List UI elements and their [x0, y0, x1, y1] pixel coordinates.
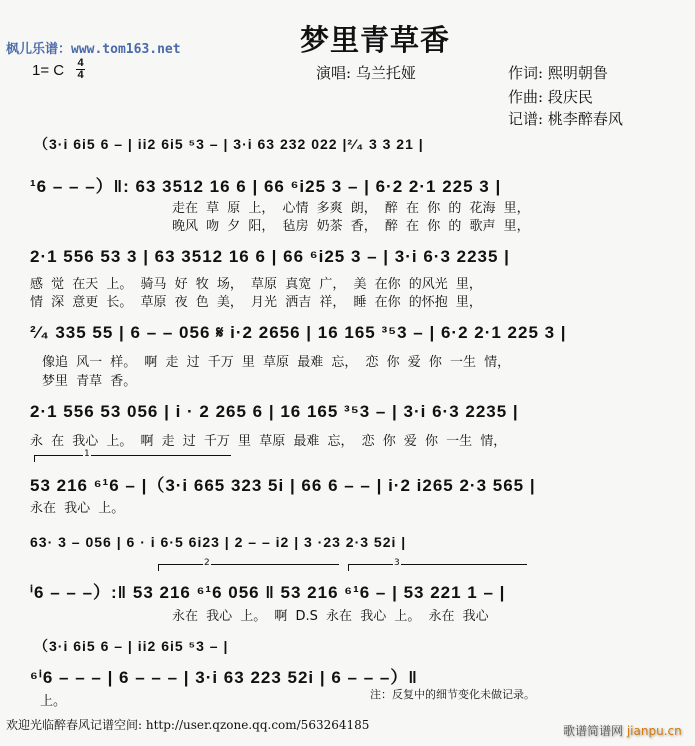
score-line-5: 2·1 556 53 056 | i · 2 265 6 | 16 165 ³⁵3 – | 3·i 6·3 2235 |: [30, 402, 519, 421]
time-signature: 4 4: [77, 57, 84, 81]
score-line-9: （3·i 6i5 6 – | ii2 6i5 ⁵3 – |: [34, 638, 229, 654]
watermark: [563, 722, 682, 739]
lyrics-line-3a: 感 觉 在天 上。 骑马 好 牧 场， 草原 真宽 广， 美 在你 的风光 里，: [30, 277, 482, 292]
score-line-1: （3·i 6i5 6 – | ii2 6i5 ⁵3 – | 3·i 63 232 022 |²⁄₄ 3 3 21 |: [34, 136, 424, 152]
lyrics-line-3b: 情 深 意更 长。 草原 夜 色 美， 月光 洒吉 祥， 睡 在你 的怀抱 里，: [30, 295, 482, 310]
score-line-10: ⁶ⁱ6 – – – | 6 – – – | 3·i 63 223 52i | 6 – – –）‖: [30, 668, 418, 687]
score-line-4: ²⁄₄ 335 55 | 6 – – 056 𝄋 i·2 2656 | 16 165 ³⁵3 – | 6·2 2·1 225 3 |: [30, 323, 567, 342]
volta-1-bracket: [34, 455, 231, 462]
watermark-cn: 歌谱简谱网: [563, 724, 624, 738]
composer-credit: 作曲: 段庆民: [508, 88, 593, 106]
footnote: 注：反复中的细节变化未做记录。: [370, 688, 535, 701]
lyrics-line-2a: 走在 草 原 上， 心情 多爽 朗， 醉 在 你 的 花海 里，: [172, 201, 530, 216]
site-label: 枫儿乐谱：www.tom163.net: [6, 42, 181, 57]
score-line-3: 2·1 556 53 3 | 63 3512 16 6 | 66 ⁶i25 3 – | 3·i 6·3 2235 |: [30, 247, 510, 266]
score-line-7: 63· 3 – 056 | 6 · i 6·5 6i23 | 2 – – i2 | 3 ·23 2·3 52i |: [30, 534, 407, 550]
transcriber-credit: 记谱: 桃李醉春风: [508, 110, 623, 128]
volta-2-bracket: [158, 564, 339, 571]
volta-3-bracket: [348, 564, 527, 571]
song-title: 梦里青草香: [300, 23, 451, 57]
lyrics-line-8a: 永在 我心 上。 啊 D.S 永在 我心 上。 永在 我心: [172, 609, 489, 624]
footer-link-text: 欢迎光临醉春风记谱空间: http://user.qzone.qq.com/563264185: [6, 718, 370, 732]
lyrics-line-5a: 永 在 我心 上。 啊 走 过 千万 里 草原 最难 忘， 恋 你 爱 你 一生 情，: [30, 434, 507, 449]
lyrics-line-4a: 像追 风一 样。 啊 走 过 千万 里 草原 最难 忘， 恋 你 爱 你 一生 情，: [42, 355, 511, 370]
singer-credit: 演唱: 乌兰托娅: [316, 64, 416, 82]
lyrics-line-6a: 永在 我心 上。: [30, 501, 125, 516]
volta-1-label: 1: [84, 449, 90, 459]
lyrics-line-4b: 梦里 青草 香。: [42, 374, 137, 389]
volta-2-label: 2: [204, 558, 210, 568]
lyricist-credit: 作词: 熙明朝鲁: [508, 64, 608, 82]
score-line-8: ⁱ6 – – –）:‖ 53 216 ⁶¹6 056 ‖ 53 216 ⁶¹6 – | 53 221 1 – |: [30, 583, 506, 602]
lyrics-line-10a: 上。: [40, 694, 67, 709]
lyrics-line-2b: 晚风 吻 夕 阳， 毡房 奶茶 香， 醉 在 你 的 歌声 里，: [172, 219, 530, 234]
score-line-6: 53 216 ⁶¹6 – |（3·i 665 323 5i | 66 6 – – | i·2 i265 2·3 565 |: [30, 476, 536, 495]
volta-3-label: 3: [394, 558, 400, 568]
watermark-en: jianpu.cn: [626, 724, 682, 738]
key-signature: 1= C: [32, 62, 65, 79]
score-line-2: ¹6 – – –）‖: 63 3512 16 6 | 66 ⁶i25 3 – | 6·2 2·1 225 3 |: [30, 177, 502, 196]
